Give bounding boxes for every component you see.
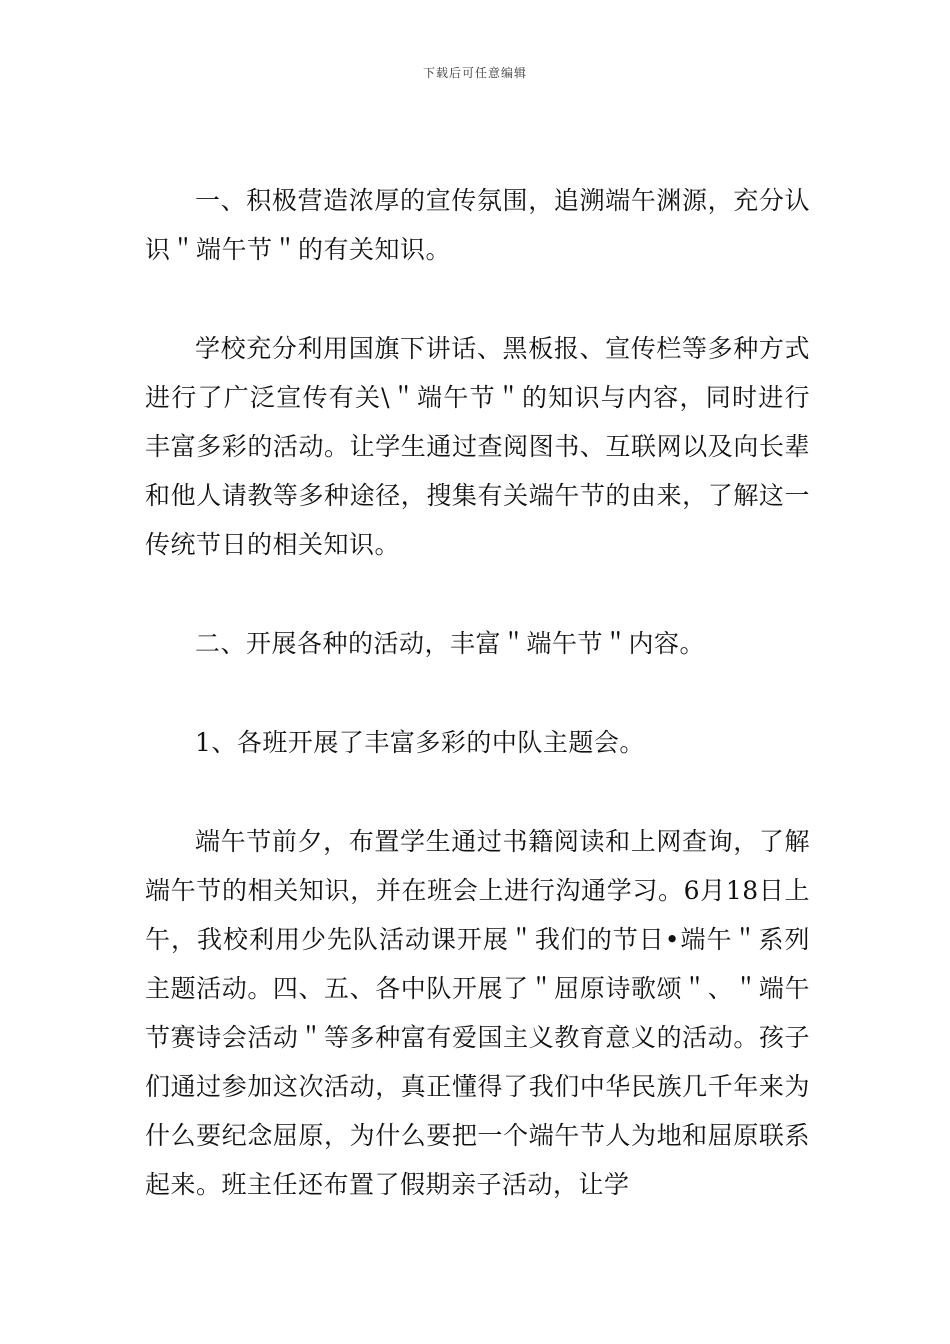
paragraph-spacer — [145, 767, 810, 817]
section-heading-1: 一、积极营造浓厚的宣传氛围，追溯端午渊源，充分认识＂端午节＂的有关知识。 — [145, 186, 810, 264]
document-body — [145, 176, 810, 1209]
subsection-heading-1: 1、各班开展了丰富多彩的中队主题会。 — [195, 728, 645, 757]
paragraph-spacer — [145, 668, 810, 718]
section-heading-2: 二、开展各种的活动，丰富＂端午节＂内容。 — [195, 629, 706, 658]
body-paragraph: 端午节前夕，布置学生通过书籍阅读和上网查询，了解端午节的相关知识，并在班会上进行沟通学习。6月18日上午，我校利用少先队活动课开展＂我们的节日•端午＂系列主题活动。四、五、各中队开展了＂屈原诗歌颂＂、＂端午节赛诗会活动＂等多种富有爱国主义教育意义的活动。孩子们通过参加这次活动，真正懂得了我们中华民族几千年来为什么要纪念屈原，为什么要把一个端午节人为地和屈原联系起来。班主任还布置了假期亲子活动，让学 — [145, 827, 810, 1199]
header-note: 下载后可任意编辑 — [422, 66, 527, 80]
paragraph-spacer — [145, 569, 810, 619]
paragraph-spacer — [145, 274, 810, 324]
body-paragraph: 学校充分利用国旗下讲话、黑板报、宣传栏等多种方式进行了广泛宣传有关\＂端午节＂的知识与内容，同时进行丰富多彩的活动。让学生通过查阅图书、互联网以及向长辈和他人请教等多种途径，搜集有关端午节的由来，了解这一传统节日的相关知识。 — [145, 334, 810, 559]
